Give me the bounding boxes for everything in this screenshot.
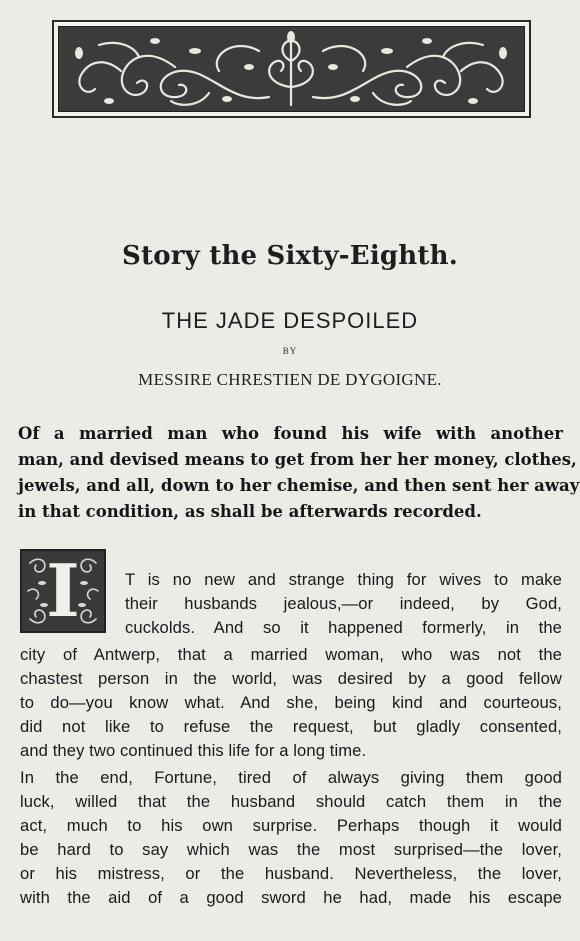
summary-line: Of a married man who found his wife with another <box>18 424 563 443</box>
floral-scroll-ornament-icon <box>58 26 525 112</box>
body-line: cuckolds. And so it happened formerly, in the <box>125 618 562 637</box>
body-line: T is no new and strange thing for wives to make <box>125 570 562 589</box>
header-ornament-banner <box>52 20 531 118</box>
body-line: city of Antwerp, that a married woman, who was not the <box>20 645 562 664</box>
body-indented-lines <box>125 568 562 640</box>
dropcap-letter: I <box>46 548 80 633</box>
body-full-lines-para1 <box>20 643 562 763</box>
body-line: to do—you know what. And she, being kind and courteous, <box>20 693 562 712</box>
body-line: luck, willed that the husband should catch them in the <box>20 792 562 811</box>
body-line: In the end, Fortune, tired of always giving them good <box>20 768 562 787</box>
body-full-lines-para2 <box>20 766 562 910</box>
body-line: did not like to refuse the request, but gladly consented, <box>20 717 562 736</box>
body-line: and they two continued this life for a long time. <box>20 741 367 760</box>
author-name: MESSIRE CHRESTIEN DE DYGOIGNE. <box>138 370 442 389</box>
story-summary <box>18 421 580 525</box>
dropcap <box>20 549 106 633</box>
body-line: their husbands jealous,—or indeed, by God, <box>125 594 562 613</box>
body-line: with the aid of a good sword he had, made his escape <box>20 888 562 907</box>
story-title: Story the Sixty-Eighth. <box>122 241 458 271</box>
summary-line: in that condition, as shall be afterwards recorded. <box>18 502 482 521</box>
body-line: or his mistress, or the husband. Nevertheless, the lover, <box>20 864 562 883</box>
byline-label: BY <box>282 346 298 356</box>
body-line: be hard to say which was the most surprised—the lover, <box>20 840 562 859</box>
body-line: chastest person in the world, was desired by a good fellow <box>20 669 562 688</box>
summary-line: man, and devised means to get from her her money, clothes, <box>18 450 577 469</box>
tale-title: THE JADE DESPOILED <box>161 308 419 333</box>
summary-line: jewels, and all, down to her chemise, and then sent her away <box>18 476 580 495</box>
body-line: act, much to his own surprise. Perhaps though it would <box>20 816 562 835</box>
